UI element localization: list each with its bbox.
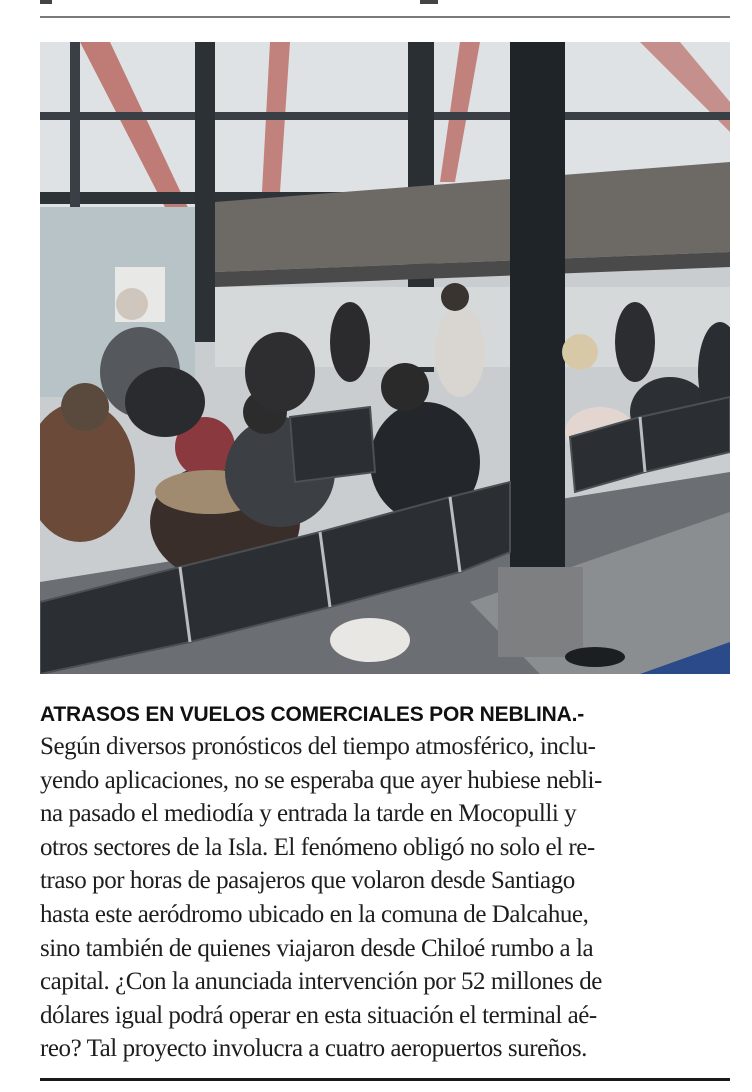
news-photo	[40, 42, 730, 674]
caption-line: yendo aplicaciones, no se esperaba que ayer hubiese nebli-	[40, 766, 602, 794]
caption-line: dólares igual podrá operar en esta situación el terminal aé-	[40, 1001, 597, 1029]
caption-line: traso por horas de pasajeros que volaron desde Santiago	[40, 867, 575, 895]
caption-line: Según diversos pronósticos del tiempo atmosférico, inclu-	[40, 733, 596, 760]
caption-line: otros sectores de la Isla. El fenómeno obligó no solo el re-	[40, 833, 595, 861]
airport-terminal-illustration	[40, 42, 730, 674]
caption-headline: ATRASOS EN VUELOS COMERCIALES POR NEBLINA.-	[40, 703, 585, 726]
caption-line: reo? Tal proyecto involucra a cuatro aeropuertos sureños.	[40, 1035, 587, 1063]
caption-line: hasta este aeródromo ubicado en la comuna de Dalcahue,	[40, 900, 589, 928]
bottom-rule	[40, 1078, 730, 1081]
caption-line: na pasado el mediodía y entrada la tarde en Mocopulli y	[40, 800, 577, 828]
top-rule	[40, 16, 730, 18]
top-rule-mark-mid	[420, 0, 438, 4]
caption-line: sino también de quienes viajaron desde Chiloé rumbo a la	[40, 934, 594, 962]
caption-line: capital. ¿Con la anunciada intervención por 52 millones de	[40, 968, 602, 996]
top-rule-mark-left	[40, 0, 52, 4]
caption-body	[40, 730, 730, 1066]
